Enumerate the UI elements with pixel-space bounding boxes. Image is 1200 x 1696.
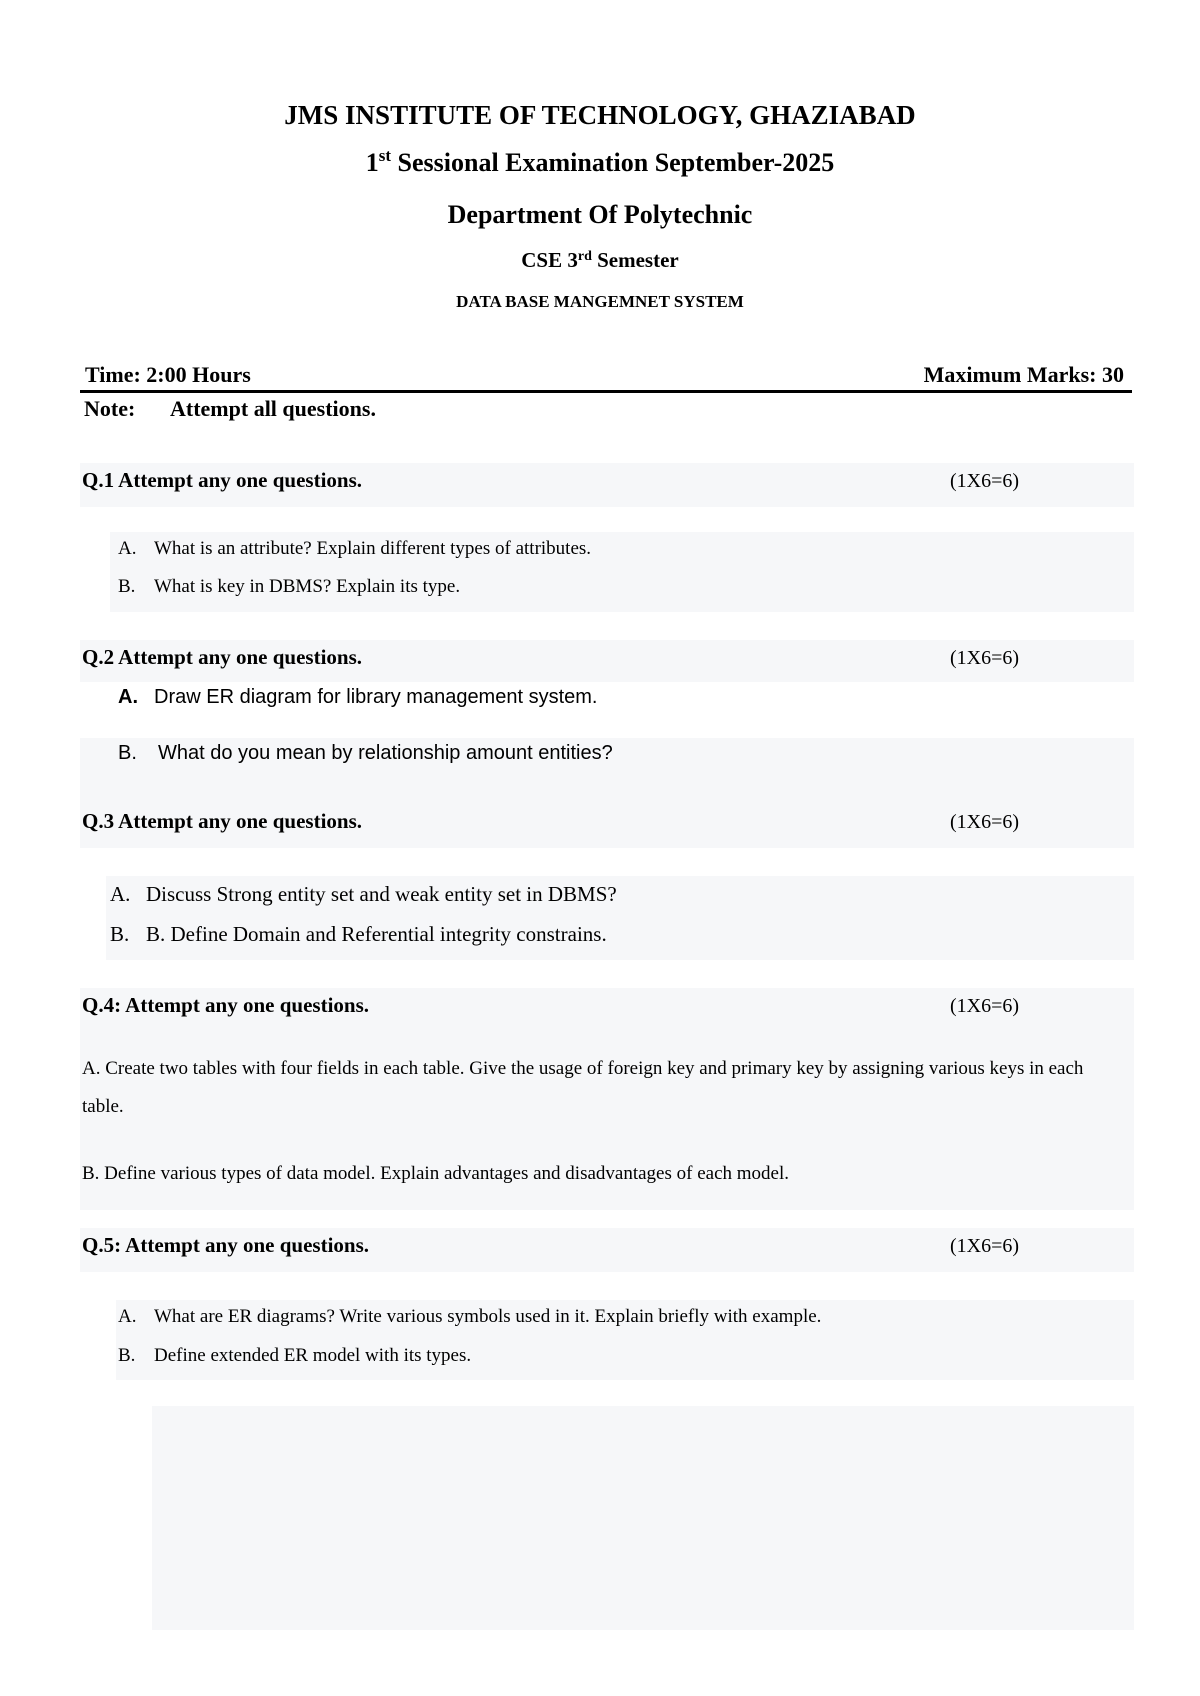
q4-heading: Q.4: Attempt any one questions. [82, 993, 370, 1017]
course-title: CSE 3rd Semester [521, 248, 679, 272]
blank-area [152, 1406, 1134, 1630]
q4-option-a: A. Create two tables with four fields in each table. Give the usage of foreign key and primary key by assigning various keys in each table. [82, 1058, 1084, 1117]
max-marks: Maximum Marks: 30 [923, 362, 1124, 387]
q1-option-b: B. What is key in DBMS? Explain its type. [118, 576, 461, 597]
q5-heading: Q.5: Attempt any one questions. [82, 1233, 370, 1257]
q4-marks: (1X6=6) [950, 995, 1020, 1017]
note-label: Note: [84, 396, 136, 421]
subject-title: DATA BASE MANGEMNET SYSTEM [456, 292, 744, 311]
q4-option-b: B. Define various types of data model. Explain advantages and disadvantages of each model. [82, 1163, 789, 1184]
q1-heading: Q.1 Attempt any one questions. [82, 468, 363, 492]
q1-option-a: A. What is an attribute? Explain different types of attributes. [118, 538, 592, 559]
q1-marks: (1X6=6) [950, 470, 1020, 492]
q5-option-b: B. Define extended ER model with its types. [118, 1345, 472, 1366]
q2-option-a: A. Draw ER diagram for library management system. [118, 686, 598, 708]
exam-title: 1st Sessional Examination September-2025 [365, 146, 835, 177]
q3-option-a: A. Discuss Strong entity set and weak entity set in DBMS? [110, 882, 617, 906]
q5-option-a: A. What are ER diagrams? Write various symbols used in it. Explain briefly with example. [118, 1306, 822, 1327]
q5-marks: (1X6=6) [950, 1235, 1020, 1257]
q3-option-b: B. B. Define Domain and Referential integrity constrains. [110, 922, 607, 946]
note-text: Attempt all questions. [170, 396, 376, 421]
q3-marks: (1X6=6) [950, 811, 1020, 833]
department-title: Department Of Polytechnic [447, 200, 753, 229]
q3-heading: Q.3 Attempt any one questions. [82, 809, 363, 833]
q2-heading: Q.2 Attempt any one questions. [82, 645, 363, 669]
q2-option-b: B. What do you mean by relationship amount entities? [118, 742, 613, 764]
exam-time: Time: 2:00 Hours [85, 362, 251, 387]
q2-marks: (1X6=6) [950, 647, 1020, 669]
header-divider [80, 390, 1132, 393]
institute-title: JMS INSTITUTE OF TECHNOLOGY, GHAZIABAD [284, 100, 916, 130]
